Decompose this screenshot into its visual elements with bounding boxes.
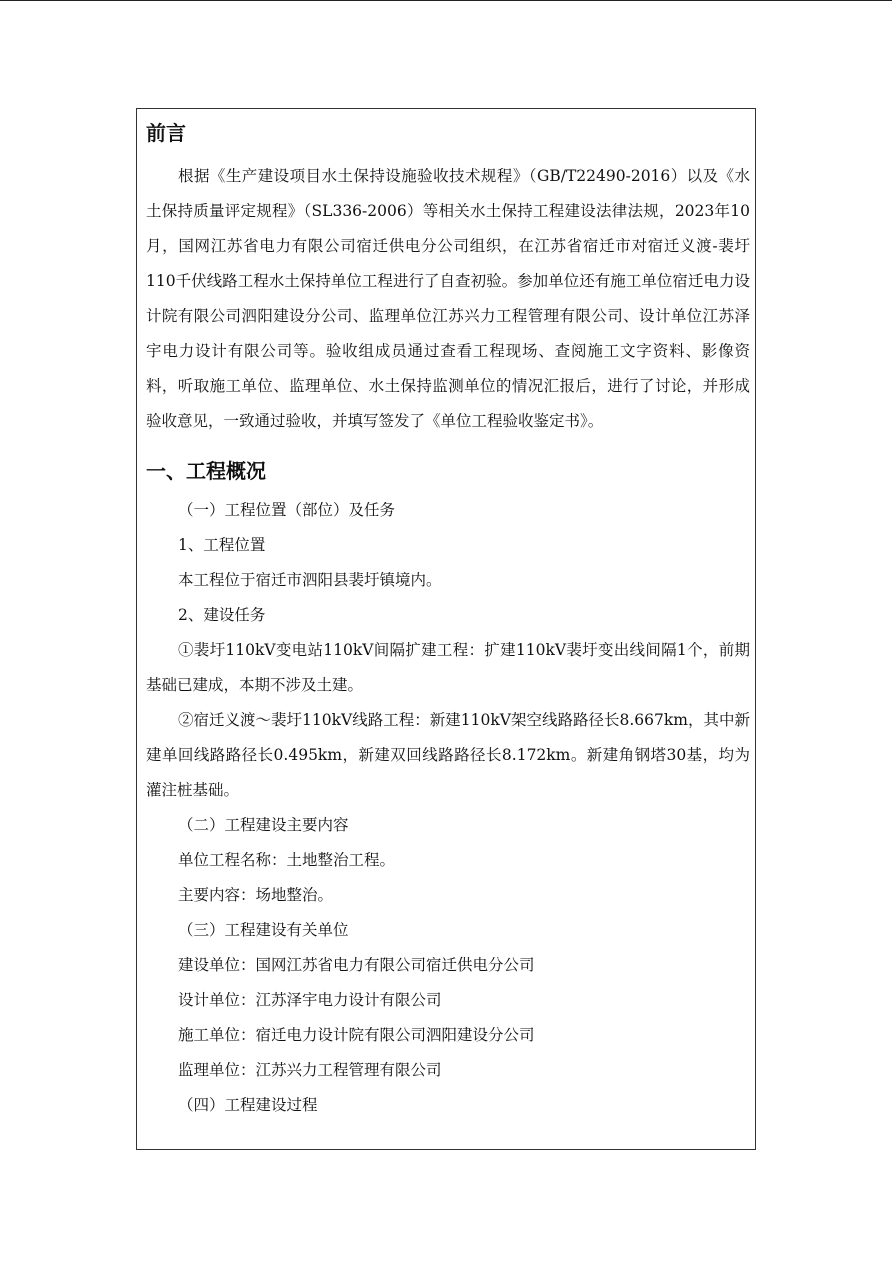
item-location-title: 1、工程位置: [178, 536, 266, 554]
main-content-text: 主要内容：场地整治。: [178, 886, 334, 904]
party-constructor: 施工单位：宿迁电力设计院有限公司泗阳建设分公司: [178, 1026, 535, 1044]
party-designer: 设计单位：江苏泽宇电力设计有限公司: [178, 991, 442, 1009]
document-frame: [136, 108, 756, 1150]
preface-paragraph: 根据《生产建设项目水土保持设施验收技术规程》（GB/T22490-2016）以及《水土保持质量评定规程》（SL336-2006）等相关水土保持工程建设法律法规，2023年10月，国网江苏省电力有限公司宿迁供电分公司组织，在江苏省宿迁市对宿迁义渡-裴圩110千伏线路工程水土保持单位工程进行了自查初验。参加单位还有施工单位宿迁电力设计院有限公司泗阳建设分公司、监理单位江苏兴力工程管理有限公司、设计单位江苏泽宇电力设计有限公司等。验收组成员通过查看工程现场、查阅施工文字资料、影像资料，听取施工单位、监理单位、水土保持监测单位的情况汇报后，进行了讨论，并形成验收意见，一致通过验收，并填写签发了《单位工程验收鉴定书》。: [146, 167, 750, 430]
party-supervisor: 监理单位：江苏兴力工程管理有限公司: [178, 1061, 442, 1079]
item-tasks-title: 2、建设任务: [178, 606, 266, 624]
section-parties-title: （三）工程建设有关单位: [178, 921, 349, 939]
item-location-text: 本工程位于宿迁市泗阳县裴圩镇境内。: [178, 571, 442, 589]
page-top-rule: [0, 0, 892, 1]
section-main-content-title: （二）工程建设主要内容: [178, 816, 349, 834]
task-substation-paragraph: ①裴圩110kV变电站110kV间隔扩建工程：扩建110kV裴圩变出线间隔1个，前期基础已建成，本期不涉及土建。: [146, 641, 750, 694]
document-content: [146, 119, 750, 1123]
party-builder: 建设单位：国网江苏省电力有限公司宿迁供电分公司: [178, 956, 535, 974]
task-line-paragraph: ②宿迁义渡～裴圩110kV线路工程：新建110kV架空线路路径长8.667km，其中新建单回线路路径长0.495km，新建双回线路路径长8.172km。新建角钢塔30基，均为灌注桩基础。: [146, 711, 750, 799]
overview-body: [146, 493, 750, 1123]
overview-heading: 一、工程概况: [146, 459, 266, 483]
preface-heading: 前言: [146, 121, 186, 145]
section-process-title: （四）工程建设过程: [178, 1096, 318, 1114]
section-location-title: （一）工程位置（部位）及任务: [178, 501, 396, 519]
unit-project-name: 单位工程名称：土地整治工程。: [178, 851, 396, 869]
